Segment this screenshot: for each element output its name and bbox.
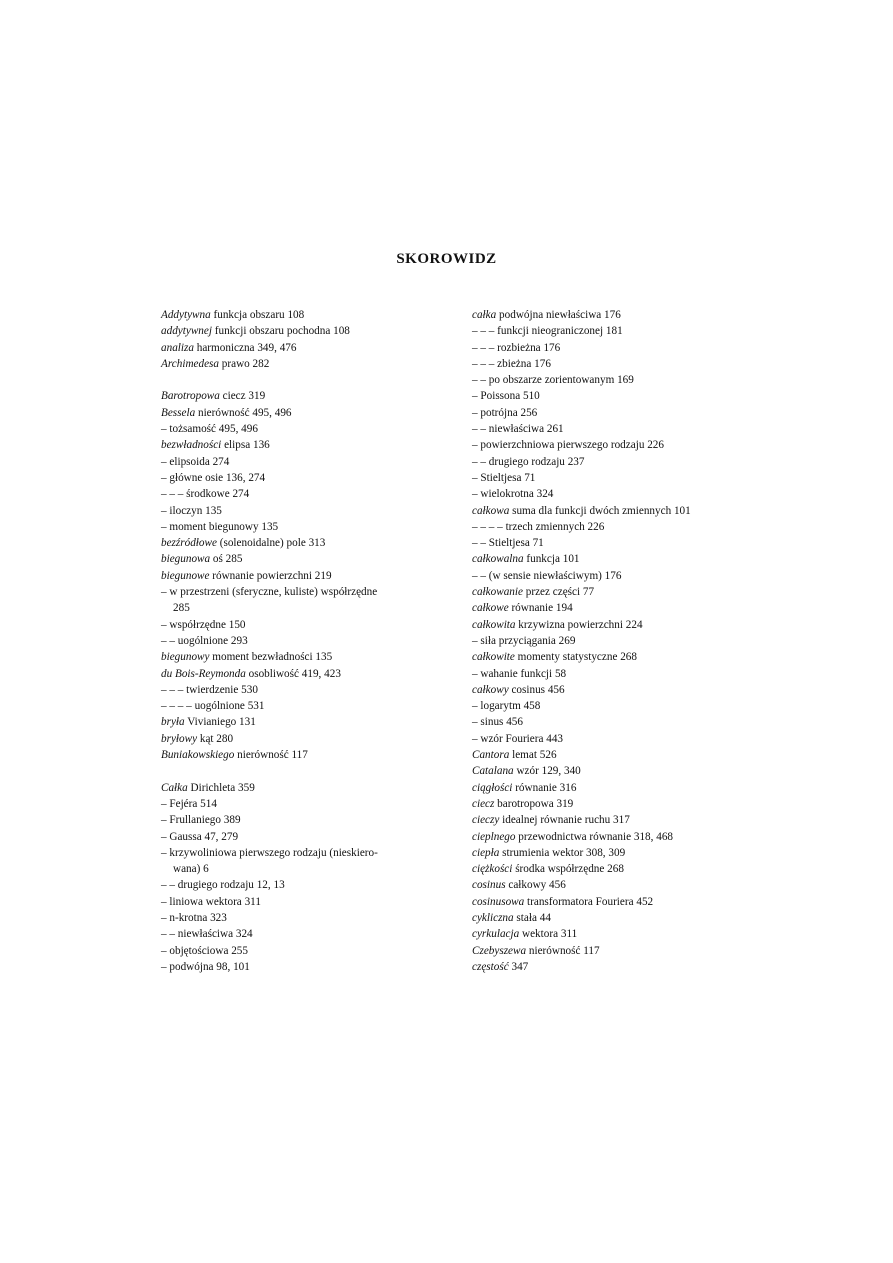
index-text: przewodnictwa równanie 318, 468	[515, 830, 674, 843]
index-text: – – po obszarze zorientowanym 169	[472, 374, 634, 387]
index-entry	[472, 454, 747, 470]
index-text: 347	[508, 960, 529, 973]
index-text: przez części 77	[522, 586, 595, 599]
index-text: – objętościowa 255	[161, 944, 248, 957]
index-term: Barotropowa	[161, 390, 220, 403]
index-term: ciągłości	[472, 781, 513, 794]
index-term: całkowe	[472, 602, 509, 615]
index-entry	[161, 649, 446, 665]
index-entry	[472, 405, 747, 421]
index-entry	[472, 323, 747, 339]
index-text: strumienia wektor 308, 309	[499, 846, 626, 859]
index-entry	[161, 796, 446, 812]
index-entry	[161, 926, 446, 942]
index-text: – moment biegunowy 135	[161, 520, 279, 533]
index-entry	[472, 600, 747, 616]
index-text: – – uogólnione 293	[161, 634, 248, 647]
index-entry	[472, 845, 747, 861]
index-entry	[161, 845, 446, 878]
index-entry	[161, 714, 446, 730]
index-entry	[472, 340, 747, 356]
index-text: osobliwość 419, 423	[245, 667, 341, 680]
index-entry	[472, 763, 747, 779]
index-term: Archimedesa	[161, 357, 219, 370]
index-term: Czebyszewa	[472, 944, 527, 957]
index-entry	[161, 780, 446, 796]
index-text-continuation: 285	[173, 602, 190, 615]
index-text: funkcji obszaru pochodna 108	[211, 325, 350, 338]
index-entry	[161, 682, 446, 698]
index-text: nierówność 117	[526, 944, 600, 957]
index-entry	[472, 682, 747, 698]
index-text: lemat 526	[509, 749, 557, 762]
index-entry	[161, 437, 446, 453]
index-text: nierówność 495, 496	[195, 406, 292, 419]
index-term: całkowy	[472, 683, 509, 696]
index-text: wzór 129, 340	[513, 765, 581, 778]
index-entry	[161, 323, 446, 339]
index-text: – – niewłaściwa 324	[161, 928, 253, 941]
index-entry	[161, 747, 446, 763]
index-entry	[472, 584, 747, 600]
index-text: – liniowa wektora 311	[161, 895, 261, 908]
index-term: Catalana	[472, 765, 514, 778]
index-term: du Bois-Reymonda	[161, 667, 246, 680]
index-entry	[161, 535, 446, 551]
index-text: – – – – uogólnione 531	[161, 700, 265, 713]
index-entry	[472, 388, 747, 404]
index-text: – – (w sensie niewłaściwym) 176	[472, 569, 622, 582]
index-entry	[161, 812, 446, 828]
index-term: cieplnego	[472, 830, 516, 843]
index-entry	[472, 780, 747, 796]
index-term: całkowite	[472, 651, 515, 664]
index-text: środka współrzędne 268	[512, 863, 624, 876]
index-entry	[161, 356, 446, 372]
index-text: funkcja 101	[523, 553, 580, 566]
index-term: całkowalna	[472, 553, 524, 566]
index-text: – Frullaniego 389	[161, 814, 241, 827]
index-text: całkowy 456	[505, 879, 566, 892]
index-term: biegunowa	[161, 553, 211, 566]
index-entry	[161, 568, 446, 584]
index-term: biegunowy	[161, 651, 210, 664]
index-text: – elipsoida 274	[161, 455, 230, 468]
index-entry	[472, 910, 747, 926]
index-entry	[472, 470, 747, 486]
index-entry	[472, 437, 747, 453]
index-term: całkowita	[472, 618, 516, 631]
page-title: SKOROWIDZ	[396, 251, 497, 267]
index-text: (solenoidalne) pole 313	[216, 537, 326, 550]
index-term: bezźródłowe	[161, 537, 217, 550]
index-term: cosinusowa	[472, 895, 525, 908]
index-term: bryłowy	[161, 732, 198, 745]
index-term: częstość	[472, 960, 509, 973]
entry-group-gap	[161, 763, 446, 779]
index-entry	[472, 714, 747, 730]
index-entry	[161, 943, 446, 959]
index-entry	[472, 829, 747, 845]
index-entry	[161, 405, 446, 421]
index-term: bryła	[161, 716, 185, 729]
index-entry	[472, 926, 747, 942]
index-text: moment bezwładności 135	[209, 651, 333, 664]
index-term: Addytywna	[161, 309, 211, 321]
index-entry	[161, 959, 446, 975]
index-entry	[472, 959, 747, 975]
index-term: ciepła	[472, 846, 500, 859]
index-text: harmoniczna 349, 476	[193, 341, 297, 354]
index-text: równanie 316	[512, 781, 577, 794]
index-entry	[161, 421, 446, 437]
index-text: oś 285	[210, 553, 243, 566]
index-text: wektora 311	[519, 928, 578, 941]
index-entry	[161, 519, 446, 535]
index-text: – – – rozbieżna 176	[472, 341, 561, 354]
index-text: nierówność 117	[234, 749, 308, 762]
index-text: – powierzchniowa pierwszego rodzaju 226	[472, 439, 664, 452]
index-text: – w przestrzeni (sferyczne, kuliste) współrzędne	[161, 586, 378, 599]
index-text: stała 44	[513, 911, 551, 924]
index-text: prawo 282	[219, 357, 270, 370]
index-text: krzywizna powierzchni 224	[515, 618, 643, 631]
index-entry	[161, 454, 446, 470]
index-entry	[161, 584, 446, 617]
index-entry	[472, 894, 747, 910]
index-term: całkowa	[472, 504, 510, 517]
index-term: biegunowe	[161, 569, 210, 582]
index-entry	[472, 307, 747, 323]
index-entry	[472, 666, 747, 682]
index-entry	[161, 503, 446, 519]
index-text: transformatora Fouriera 452	[524, 895, 654, 908]
index-text: – – – funkcji nieograniczonej 181	[472, 325, 623, 338]
index-text: – tożsamość 495, 496	[161, 423, 258, 436]
index-entry	[161, 307, 446, 323]
index-term: analiza	[161, 341, 194, 354]
index-text: – n-krotna 323	[161, 911, 227, 924]
index-entry	[161, 910, 446, 926]
index-term: całkowanie	[472, 586, 523, 599]
index-text: Vivianiego 131	[184, 716, 256, 729]
index-text: funkcja obszaru 108	[210, 309, 305, 321]
index-text: – iloczyn 135	[161, 504, 222, 517]
index-entry	[472, 617, 747, 633]
index-text: – współrzędne 150	[161, 618, 246, 631]
index-entry	[472, 698, 747, 714]
index-text: – – – środkowe 274	[161, 488, 250, 501]
index-entry	[161, 829, 446, 845]
index-entry	[472, 943, 747, 959]
index-term: ciecz	[472, 797, 495, 810]
index-entry	[161, 551, 446, 567]
index-text: – siła przyciągania 269	[472, 634, 576, 647]
index-text: – wahanie funkcji 58	[472, 667, 567, 680]
index-column-left	[161, 307, 446, 975]
index-column-right	[472, 307, 747, 975]
index-entry	[472, 372, 747, 388]
index-entry	[472, 731, 747, 747]
index-text: – logarytm 458	[472, 700, 541, 713]
index-term: bezwładności	[161, 439, 222, 452]
index-text: – – niewłaściwa 261	[472, 423, 564, 436]
index-text: – podwójna 98, 101	[161, 960, 250, 973]
index-text-continuation: wana) 6	[173, 863, 209, 876]
index-entry	[472, 356, 747, 372]
index-entry	[161, 698, 446, 714]
index-entry	[472, 503, 747, 519]
index-entry	[472, 747, 747, 763]
index-entry	[161, 388, 446, 404]
index-term: ciężkości	[472, 863, 513, 876]
index-text: – Gaussa 47, 279	[161, 830, 239, 843]
index-term: cyrkulacja	[472, 928, 520, 941]
index-text: – krzywoliniowa pierwszego rodzaju (nieskiero-	[161, 846, 378, 859]
index-text: kąt 280	[197, 732, 234, 745]
index-text: elipsa 136	[221, 439, 270, 452]
index-entry	[472, 486, 747, 502]
index-text: suma dla funkcji dwóch zmiennych 101	[509, 504, 691, 517]
index-term: Buniakowskiego	[161, 749, 235, 762]
index-term: cieczy	[472, 814, 500, 827]
index-entry	[161, 486, 446, 502]
index-text: – potrójna 256	[472, 406, 538, 419]
index-entry	[161, 877, 446, 893]
index-text: – Poissona 510	[472, 390, 540, 403]
index-entry	[472, 535, 747, 551]
index-text: – Fejéra 514	[161, 797, 217, 810]
index-text: – – – zbieżna 176	[472, 357, 551, 370]
index-text: ciecz 319	[219, 390, 266, 403]
index-entry	[472, 551, 747, 567]
index-entry	[472, 812, 747, 828]
index-entry	[472, 568, 747, 584]
index-text: Dirichleta 359	[187, 781, 255, 794]
index-entry	[161, 470, 446, 486]
index-text: równanie powierzchni 219	[209, 569, 332, 582]
index-term: Całka	[161, 781, 188, 794]
index-entry	[472, 861, 747, 877]
index-text: – wzór Fouriera 443	[472, 732, 564, 745]
index-entry	[161, 731, 446, 747]
index-term: cykliczna	[472, 911, 514, 924]
index-text: – – drugiego rodzaju 12, 13	[161, 879, 285, 892]
index-term: addytywnej	[161, 325, 212, 338]
index-text: – – – twierdzenie 530	[161, 683, 258, 696]
index-text: – – Stieltjesa 71	[472, 537, 544, 550]
index-text: momenty statystyczne 268	[514, 651, 637, 664]
index-term: Cantora	[472, 749, 510, 762]
index-text: idealnej równanie ruchu 317	[499, 814, 630, 827]
index-term: całka	[472, 309, 497, 321]
index-entry	[472, 421, 747, 437]
index-entry	[161, 617, 446, 633]
index-text: równanie 194	[508, 602, 573, 615]
index-text: barotropowa 319	[494, 797, 574, 810]
index-entry	[161, 666, 446, 682]
index-entry	[472, 796, 747, 812]
index-entry	[472, 633, 747, 649]
index-text: – główne osie 136, 274	[161, 471, 266, 484]
index-text: – – drugiego rodzaju 237	[472, 455, 585, 468]
index-entry	[161, 340, 446, 356]
index-entry	[472, 877, 747, 893]
index-text: – Stieltjesa 71	[472, 471, 536, 484]
index-term: cosinus	[472, 879, 506, 892]
entry-group-gap	[161, 372, 446, 388]
index-text: podwójna niewłaściwa 176	[496, 309, 621, 321]
index-text: – wielokrotna 324	[472, 488, 554, 501]
index-entry	[472, 649, 747, 665]
index-text: – sinus 456	[472, 716, 523, 729]
index-entry	[472, 519, 747, 535]
index-text: cosinus 456	[508, 683, 565, 696]
index-entry	[161, 894, 446, 910]
index-entry	[161, 633, 446, 649]
index-text: – – – – trzech zmiennych 226	[472, 520, 605, 533]
index-term: Bessela	[161, 406, 196, 419]
